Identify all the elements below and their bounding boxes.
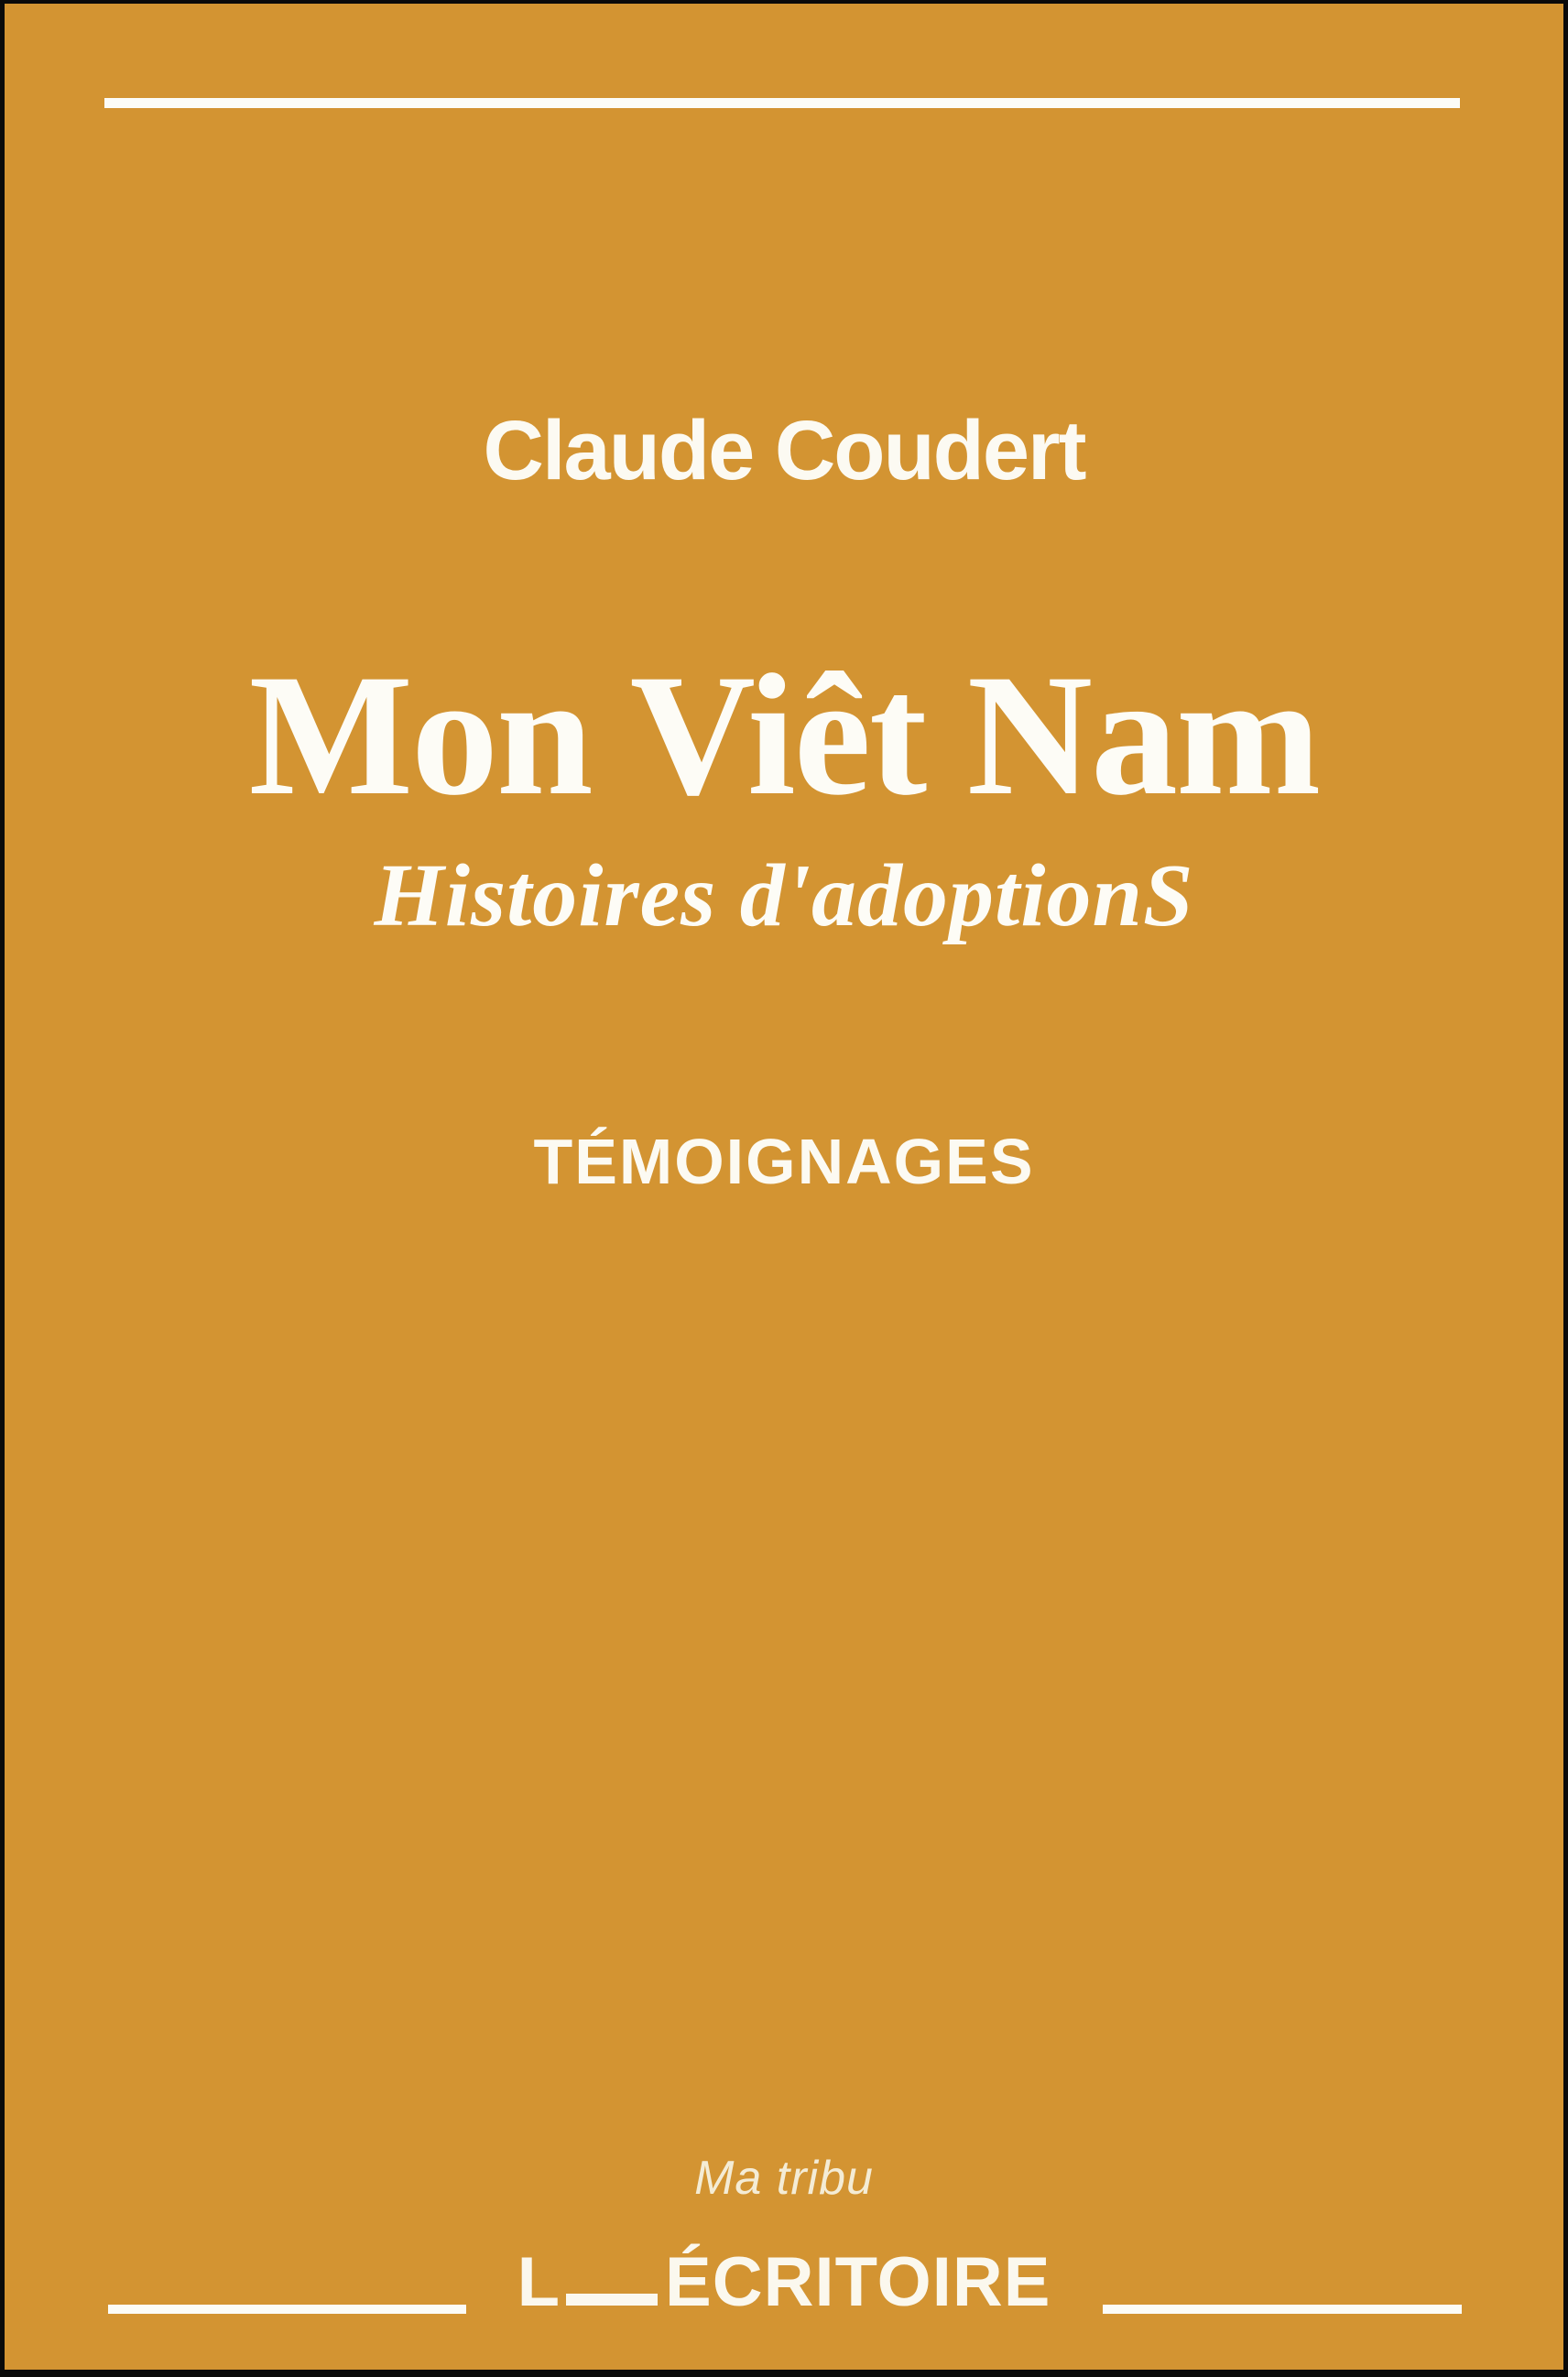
top-rule (104, 98, 1460, 108)
publisher-logo-wordmark: ÉCRITOIRE (665, 2243, 1051, 2321)
author-name: Claude Coudert (483, 404, 1085, 497)
publisher-logo-prefix: L (517, 2243, 561, 2321)
bottom-rule-right (1103, 2305, 1462, 2314)
publisher-logo-underscore-icon (566, 2294, 658, 2306)
book-title: Mon Viêt Nam (248, 639, 1320, 832)
collection-name: Ma tribu (694, 2152, 874, 2205)
book-subtitle: Histoires d'adoptionS (374, 846, 1194, 945)
genre-label: TÉMOIGNAGES (533, 1126, 1035, 1197)
